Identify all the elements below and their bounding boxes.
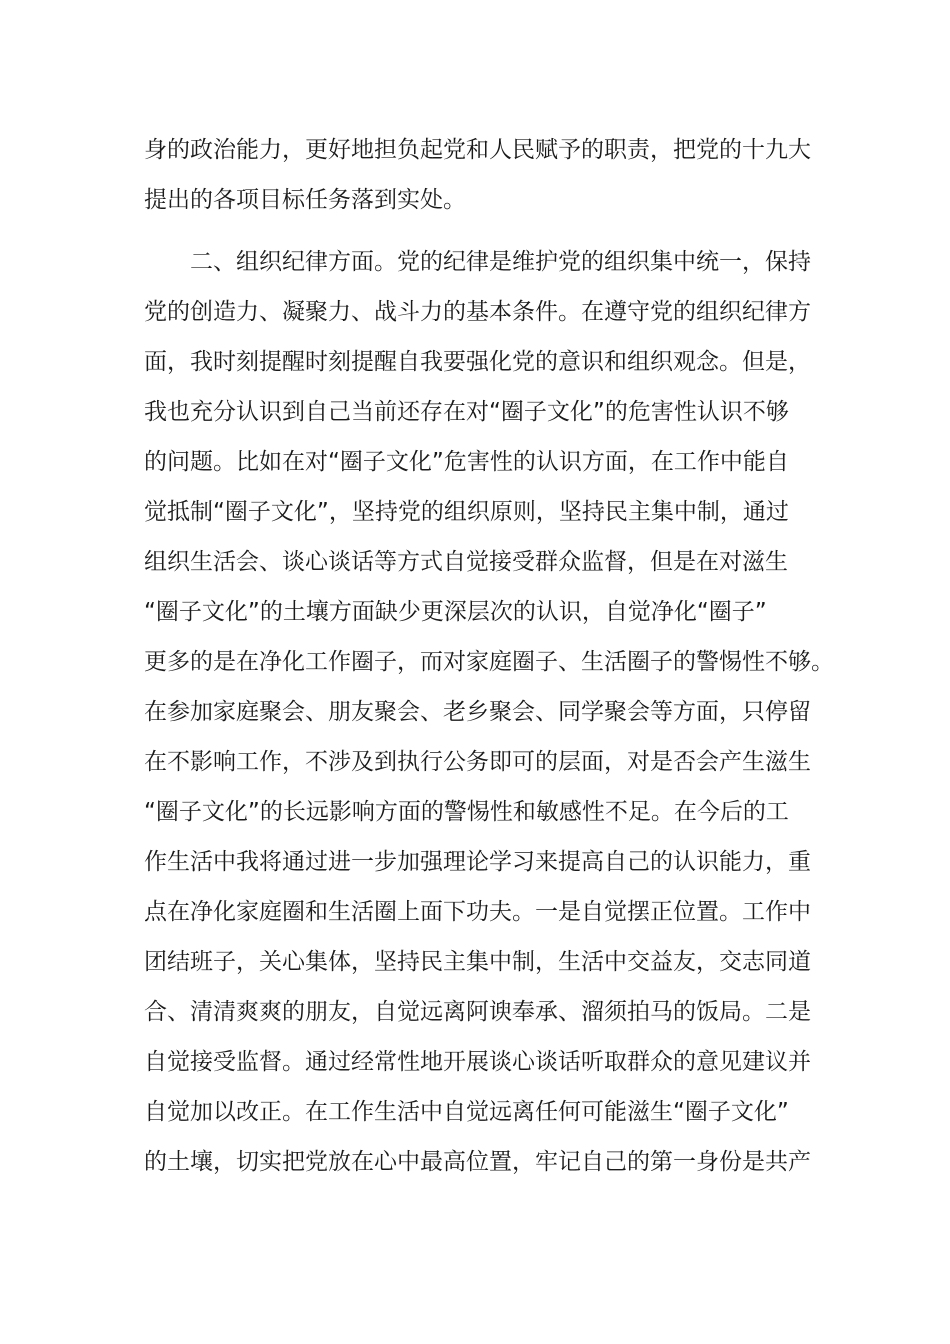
text-line: 团结班子，关心集体，坚持民主集中制，生活中交益友，交志同道 bbox=[144, 949, 811, 975]
text-line: 作生活中我将通过进一步加强理论学习来提高自己的认识能力，重 bbox=[144, 849, 811, 875]
text-line: 觉抵制“圈子文化”，坚持党的组织原则，坚持民主集中制，通过 bbox=[144, 499, 789, 525]
text-line: 在参加家庭聚会、朋友聚会、老乡聚会、同学聚会等方面，只停留 bbox=[144, 699, 811, 725]
text-line: 提出的各项目标任务落到实处。 bbox=[144, 187, 466, 213]
text-line: 的问题。比如在对“圈子文化”危害性的认识方面，在工作中能自 bbox=[144, 449, 789, 475]
paragraph-continuation bbox=[144, 125, 811, 225]
text-line: 组织生活会、谈心谈话等方式自觉接受群众监督，但是在对滋生 bbox=[144, 549, 788, 575]
text-line: 自觉接受监督。通过经常性地开展谈心谈话听取群众的意见建议并 bbox=[144, 1049, 811, 1075]
text-line: 二、组织纪律方面。党的纪律是维护党的组织集中统一，保持 bbox=[144, 249, 811, 275]
text-line: 的土壤，切实把党放在心中最高位置，牢记自己的第一身份是共产 bbox=[144, 1149, 811, 1175]
text-line: “圈子文化”的土壤方面缺少更深层次的认识，自觉净化“圈子” bbox=[144, 599, 767, 625]
text-line: 自觉加以改正。在工作生活中自觉远离任何可能滋生“圈子文化” bbox=[144, 1099, 789, 1125]
text-line: 党的创造力、凝聚力、战斗力的基本条件。在遵守党的组织纪律方 bbox=[144, 299, 811, 325]
text-line: 更多的是在净化工作圈子，而对家庭圈子、生活圈子的警惕性不够。 bbox=[144, 649, 834, 675]
text-line: 合、清清爽爽的朋友，自觉远离阿谀奉承、溜须拍马的饭局。二是 bbox=[144, 999, 811, 1025]
paragraph-organizational-discipline bbox=[144, 237, 834, 1187]
text-line: 在不影响工作，不涉及到执行公务即可的层面，对是否会产生滋生 bbox=[144, 749, 811, 775]
text-line: 面，我时刻提醒时刻提醒自我要强化党的意识和组织观念。但是， bbox=[144, 349, 811, 375]
text-line: 点在净化家庭圈和生活圈上面下功夫。一是自觉摆正位置。工作中 bbox=[144, 899, 811, 925]
text-line: 我也充分认识到自己当前还存在对“圈子文化”的危害性认识不够 bbox=[144, 399, 789, 425]
text-line: “圈子文化”的长远影响方面的警惕性和敏感性不足。在今后的工 bbox=[144, 799, 789, 825]
text-line: 身的政治能力，更好地担负起党和人民赋予的职责，把党的十九大 bbox=[144, 137, 811, 163]
